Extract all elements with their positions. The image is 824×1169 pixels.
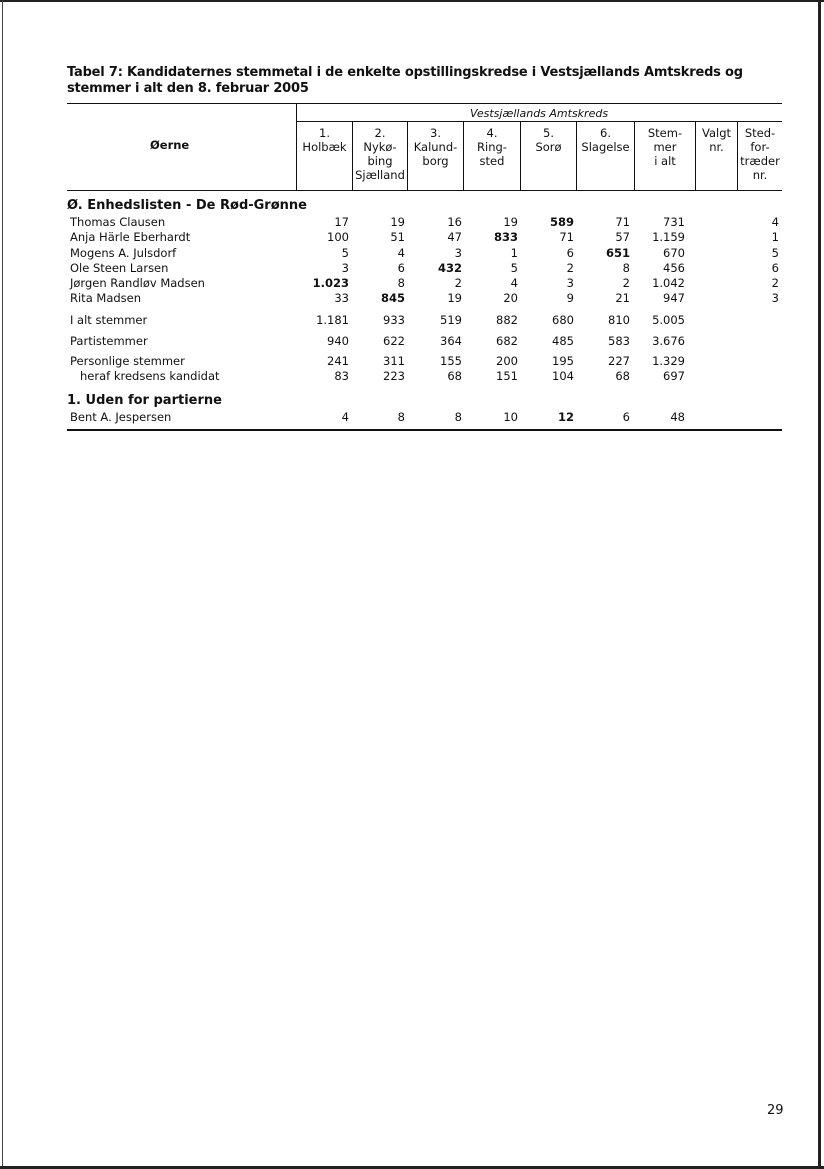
table-cell: 4 <box>397 246 405 260</box>
col-header-soroe: 5. Sorø <box>535 126 562 154</box>
total-cell: 456 <box>663 261 685 275</box>
table-cell: 3 <box>566 276 574 290</box>
col-header-stemmer-i-alt: Stem- mer i alt <box>647 126 683 168</box>
total-cell: 731 <box>663 215 685 229</box>
col-header-kalundborg: 3. Kalund- borg <box>413 126 458 168</box>
rule-header-bottom <box>67 190 782 191</box>
col-header-holbaek: 1. Holbæk <box>302 126 347 154</box>
row-label: Jørgen Randløv Madsen <box>70 276 205 290</box>
scan-border-right <box>818 0 821 1169</box>
stedfortraeder-cell: 3 <box>771 291 779 305</box>
row-label: Thomas Clausen <box>70 215 166 229</box>
table-cell: 71 <box>615 215 630 229</box>
table-cell: 810 <box>608 313 630 327</box>
table-cell: 882 <box>496 313 518 327</box>
total-cell: 5.005 <box>652 313 685 327</box>
table-cell: 1.181 <box>316 313 349 327</box>
row-label: Personlige stemmer <box>70 354 185 368</box>
table-cell: 8 <box>622 261 630 275</box>
table-row <box>0 215 824 230</box>
table-cell: 241 <box>327 354 349 368</box>
table-cell: 83 <box>334 369 349 383</box>
table-cell: 33 <box>334 291 349 305</box>
table-cell: 845 <box>380 291 405 305</box>
table-cell: 19 <box>503 215 518 229</box>
table-row <box>0 291 824 306</box>
row-label: Anja Härle Eberhardt <box>70 230 191 244</box>
table-cell: 940 <box>327 334 349 348</box>
table-cell: 6 <box>397 261 405 275</box>
table-cell: 3 <box>341 261 349 275</box>
row-label: I alt stemmer <box>70 313 148 327</box>
table-cell: 1.023 <box>312 276 349 290</box>
table-cell: 68 <box>447 369 462 383</box>
table-cell: 223 <box>383 369 405 383</box>
stedfortraeder-cell: 2 <box>771 276 779 290</box>
table-cell: 2 <box>622 276 630 290</box>
table-cell: 311 <box>383 354 405 368</box>
table-cell: 933 <box>383 313 405 327</box>
row-label: Rita Madsen <box>70 291 142 305</box>
row-label: heraf kredsens kandidat <box>80 369 220 383</box>
table-cell: 6 <box>566 246 574 260</box>
total-cell: 947 <box>663 291 685 305</box>
table-cell: 589 <box>549 215 574 229</box>
table-cell: 47 <box>447 230 462 244</box>
table-cell: 432 <box>437 261 462 275</box>
rule-top <box>67 103 782 104</box>
table-cell: 68 <box>615 369 630 383</box>
table-cell: 2 <box>454 276 462 290</box>
table-cell: 51 <box>390 230 405 244</box>
table-cell: 151 <box>496 369 518 383</box>
table-row <box>0 410 824 425</box>
page-number: 29 <box>767 1103 784 1118</box>
table-cell: 19 <box>390 215 405 229</box>
scan-border-left <box>2 0 3 1169</box>
table-cell: 8 <box>397 410 405 424</box>
col-header-nykobing: 2. Nykø- bing Sjælland <box>355 126 405 182</box>
table-cell: 21 <box>615 291 630 305</box>
table-cell: 5 <box>510 261 518 275</box>
table-title: Tabel 7: Kandidaternes stemmetal i de enkelte opstillingskredse i Vestsjællands Amtskreds og stemmer i alt den 8. februar 2005 <box>67 65 743 96</box>
table-cell: 19 <box>447 291 462 305</box>
stedfortraeder-cell: 6 <box>771 261 779 275</box>
row-label: Mogens A. Julsdorf <box>70 246 177 260</box>
scan-border-top <box>0 0 824 2</box>
table-row <box>0 230 824 245</box>
table-row <box>0 261 824 276</box>
table-row <box>0 246 824 261</box>
section-title: 1. Uden for partierne <box>67 393 222 408</box>
section-title: Ø. Enhedslisten - De Rød-Grønne <box>67 198 307 213</box>
table-row <box>0 334 824 349</box>
total-cell: 3.676 <box>652 334 685 348</box>
col-header-slagelse: 6. Slagelse <box>581 126 630 154</box>
col-header-stedfortraeder: Sted- for- træder nr. <box>740 126 780 182</box>
col-header-ringsted: 4. Ring- sted <box>477 126 507 168</box>
table-row <box>0 369 824 384</box>
table-cell: 227 <box>608 354 630 368</box>
table-cell: 8 <box>454 410 462 424</box>
table-cell: 200 <box>496 354 518 368</box>
table-cell: 10 <box>503 410 518 424</box>
total-cell: 1.159 <box>652 230 685 244</box>
stedfortraeder-cell: 5 <box>771 246 779 260</box>
table-cell: 8 <box>397 276 405 290</box>
row-label: Ole Steen Larsen <box>70 261 169 275</box>
total-cell: 670 <box>663 246 685 260</box>
table-cell: 519 <box>440 313 462 327</box>
stedfortraeder-cell: 4 <box>771 215 779 229</box>
table-row <box>0 354 824 369</box>
region-header: Vestsjællands Amtskreds <box>469 107 609 120</box>
table-cell: 57 <box>615 230 630 244</box>
table-cell: 682 <box>496 334 518 348</box>
table-cell: 680 <box>552 313 574 327</box>
table-cell: 71 <box>559 230 574 244</box>
table-cell: 5 <box>341 246 349 260</box>
table-cell: 2 <box>566 261 574 275</box>
table-cell: 12 <box>557 410 574 424</box>
col-header-valgt: Valgt nr. <box>701 126 732 154</box>
table-cell: 20 <box>503 291 518 305</box>
table-cell: 485 <box>552 334 574 348</box>
table-cell: 622 <box>383 334 405 348</box>
table-row <box>0 313 824 328</box>
table-cell: 3 <box>454 246 462 260</box>
table-cell: 9 <box>566 291 574 305</box>
row-label: Bent A. Jespersen <box>70 410 172 424</box>
rule-table-bottom <box>67 429 782 431</box>
table-cell: 104 <box>552 369 574 383</box>
table-cell: 364 <box>440 334 462 348</box>
table-cell: 833 <box>493 230 518 244</box>
table-cell: 17 <box>334 215 349 229</box>
row-label: Partistemmer <box>70 334 148 348</box>
table-cell: 100 <box>327 230 349 244</box>
stedfortraeder-cell: 1 <box>771 230 779 244</box>
table-cell: 155 <box>440 354 462 368</box>
table-row <box>0 276 824 291</box>
row-header: Øerne <box>150 138 190 152</box>
table-cell: 651 <box>605 246 630 260</box>
table-cell: 1 <box>510 246 518 260</box>
rule-region <box>297 121 782 122</box>
table-cell: 4 <box>510 276 518 290</box>
total-cell: 1.329 <box>652 354 685 368</box>
table-cell: 16 <box>447 215 462 229</box>
table-cell: 195 <box>552 354 574 368</box>
total-cell: 1.042 <box>652 276 685 290</box>
total-cell: 48 <box>670 410 685 424</box>
total-cell: 697 <box>663 369 685 383</box>
table-cell: 583 <box>608 334 630 348</box>
table-cell: 6 <box>622 410 630 424</box>
table-cell: 4 <box>341 410 349 424</box>
